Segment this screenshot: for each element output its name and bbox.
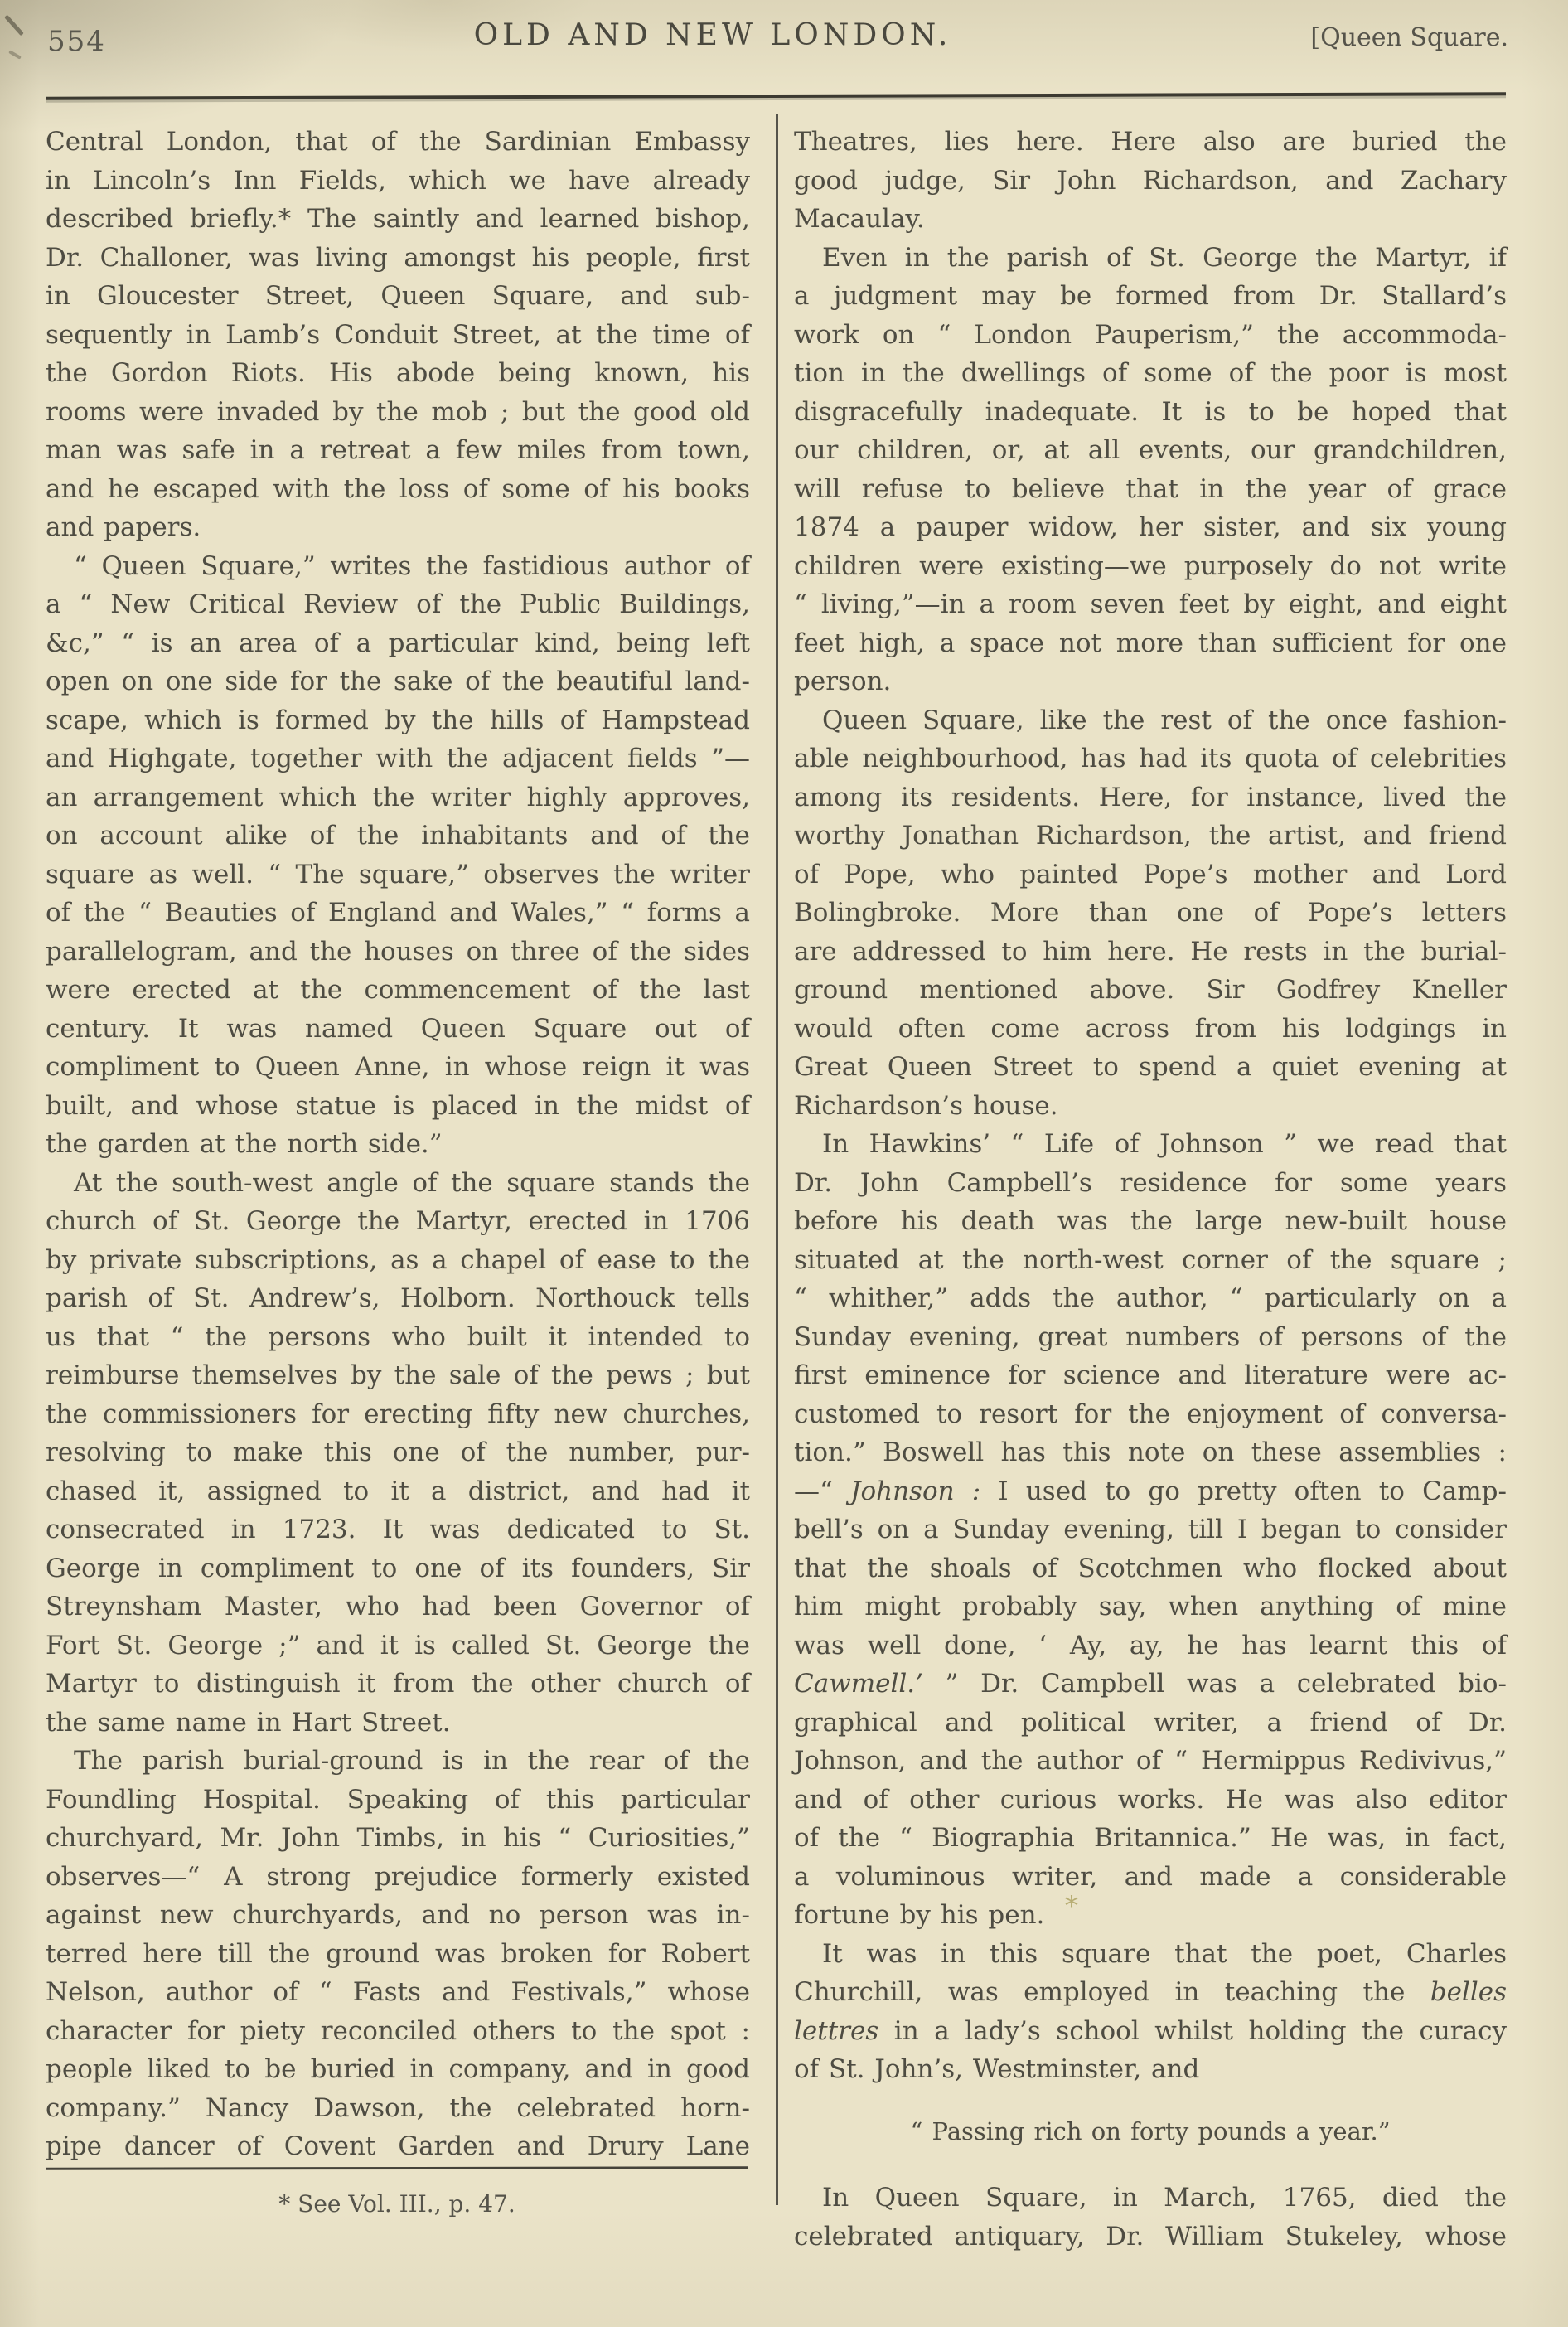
- text-line: built, and whose statue is placed in the midst of: [46, 1090, 750, 1121]
- paragraph: [794, 1125, 1507, 1935]
- text-line: tion.” Boswell has this note on these assemblies :: [794, 1437, 1507, 1467]
- text-line: terred here till the ground was broken for Robert: [46, 1938, 750, 1969]
- running-head: [Queen Square.: [1310, 23, 1508, 52]
- paragraph: [46, 1164, 750, 1743]
- page-number: 554: [47, 25, 106, 58]
- text-line: on account alike of the inhabitants and of the: [46, 821, 750, 851]
- text-line: in Gloucester Street, Queen Square, and sub-: [46, 281, 750, 311]
- text-line: Nelson, author of “ Fasts and Festivals,” whose: [46, 1977, 750, 2007]
- text-line: were erected at the commencement of the last: [46, 975, 750, 1005]
- text-line: Johnson, and the author of “ Hermippus Redivivus,”: [794, 1746, 1507, 1776]
- verse-quote: [794, 2112, 1507, 2151]
- text-line: a “ New Critical Review of the Public Buildings,: [46, 589, 750, 619]
- text-line: among its residents. Here, for instance, lived the: [794, 782, 1507, 812]
- text-line: would often come across from his lodgings in: [794, 1013, 1507, 1044]
- text-line: are addressed to him here. He rests in the burial-: [794, 936, 1507, 967]
- text-line: person.: [794, 667, 892, 696]
- text-line: against new churchyards, and no person was in-: [46, 1900, 750, 1930]
- text-line: In Hawkins’ “ Life of Johnson ” we read that: [822, 1129, 1507, 1159]
- text-line: of the “ Biographia Britannica.” He was, in fact,: [794, 1823, 1507, 1853]
- text-line: able neighbourhood, has had its quota of celebrities: [794, 744, 1507, 773]
- text-line: before his death was the large new-built house: [794, 1206, 1507, 1236]
- text-line: that the shoals of Scotchmen who flocked about: [794, 1553, 1507, 1583]
- text-line: George in compliment to one of its founders, Sir: [46, 1553, 750, 1583]
- text-line: the same name in Hart Street.: [46, 1707, 451, 1738]
- text-line: company.” Nancy Dawson, the celebrated horn-: [46, 2092, 750, 2123]
- text-line: The parish burial-ground is in the rear of the: [74, 1746, 750, 1776]
- text-line: first eminence for science and literature were ac-: [794, 1360, 1507, 1390]
- text-line: ground mentioned above. Sir Godfrey Kneller: [794, 975, 1507, 1005]
- text-line: described briefly.* The saintly and learned bishop,: [46, 204, 750, 234]
- ink-blemish: *: [1065, 1890, 1078, 1922]
- text-line: celebrated antiquary, Dr. William Stukeley, whose: [794, 2221, 1507, 2252]
- paragraph: [794, 239, 1507, 701]
- text-line: and papers.: [46, 512, 201, 542]
- header-rule: [46, 92, 1506, 100]
- paragraph: [794, 123, 1507, 239]
- text-line: It was in this square that the poet, Charles: [822, 1938, 1507, 1969]
- text-line: will refuse to believe that in the year of grace: [794, 473, 1507, 504]
- text-line: Dr. John Campbell’s residence for some years: [794, 1167, 1507, 1198]
- text-line: &c,” “ is an area of a particular kind, being left: [46, 628, 750, 658]
- right-column: [794, 123, 1507, 2256]
- text-line: of St. John’s, Westminster, and: [794, 2054, 1200, 2084]
- column-divider: [776, 114, 778, 2205]
- footnote: * See Vol. III., p. 47.: [278, 2190, 515, 2218]
- paragraph: [794, 1935, 1507, 2089]
- text-line: of the “ Beauties of England and Wales,” “ forms a: [46, 898, 750, 928]
- left-column: [46, 123, 750, 2166]
- text-line: lettres in a lady’s school whilst holding the curacy: [794, 2015, 1507, 2046]
- text-line: —“ Johnson : I used to go pretty often to Camp-: [794, 1476, 1507, 1506]
- text-line: In Queen Square, in March, 1765, died the: [822, 2183, 1507, 2213]
- text-line: churchyard, Mr. John Timbs, in his “ Curiosities,”: [46, 1823, 750, 1853]
- page-corner-mark: [4, 15, 24, 36]
- text-line: a judgment may be formed from Dr. Stallard’s: [794, 281, 1507, 311]
- text-line: Central London, that of the Sardinian Embassy: [46, 127, 750, 157]
- text-line: man was safe in a retreat a few miles from town,: [46, 435, 750, 465]
- text-line: Theatres, lies here. Here also are buried the: [794, 127, 1507, 157]
- text-line: Queen Square, like the rest of the once fashion-: [822, 705, 1507, 735]
- text-line: and of other curious works. He was also editor: [794, 1784, 1507, 1815]
- text-line: the garden at the north side.”: [46, 1129, 443, 1159]
- text-line: in Lincoln’s Inn Fields, which we have already: [46, 165, 750, 196]
- text-line: children were existing—we purposely do not write: [794, 550, 1507, 581]
- text-line: scape, which is formed by the hills of Hampstead: [46, 705, 750, 735]
- text-line: of Pope, who painted Pope’s mother and Lord: [794, 859, 1507, 890]
- text-line: Churchill, was employed in teaching the belles: [794, 1977, 1507, 2007]
- text-line: Martyr to distinguish it from the other church of: [46, 1669, 750, 1699]
- text-line: our children, or, at all events, our grandchildren,: [794, 435, 1507, 465]
- text-line: Bolingbroke. More than one of Pope’s letters: [794, 898, 1507, 928]
- text-line: customed to resort for the enjoyment of conversa-: [794, 1399, 1507, 1429]
- text-line: Even in the parish of St. George the Martyr, if: [822, 242, 1507, 273]
- footnote-rule: [46, 2166, 748, 2169]
- text-line: sequently in Lamb’s Conduit Street, at the time of: [46, 319, 750, 350]
- text-line: Streynsham Master, who had been Governor of: [46, 1592, 750, 1622]
- text-line: reimburse themselves by the sale of the pews ; but: [46, 1360, 750, 1390]
- text-line: church of St. George the Martyr, erected in 1706: [46, 1206, 750, 1236]
- paragraph: [794, 701, 1507, 1126]
- paragraph: [46, 123, 750, 547]
- text-line: resolving to make this one of the number, pur-: [46, 1437, 750, 1467]
- text-line: Fort St. George ;” and it is called St. George the: [46, 1630, 750, 1660]
- text-line: “ Queen Square,” writes the fastidious author of: [74, 550, 750, 581]
- text-line: At the south-west angle of the square stands the: [74, 1167, 750, 1198]
- text-line: character for piety reconciled others to the spot :: [46, 2015, 750, 2046]
- text-line: tion in the dwellings of some of the poor is most: [794, 358, 1507, 388]
- text-line: disgracefully inadequate. It is to be hoped that: [794, 396, 1507, 427]
- text-line: and he escaped with the loss of some of his books: [46, 473, 750, 504]
- text-line: “ Passing rich on forty pounds a year.”: [910, 2116, 1391, 2145]
- text-line: the commissioners for erecting fifty new churches,: [46, 1399, 750, 1429]
- text-line: consecrated in 1723. It was dedicated to St.: [46, 1515, 750, 1544]
- text-line: “ whither,” adds the author, “ particularly on a: [794, 1283, 1507, 1313]
- paragraph: [46, 1742, 750, 2166]
- text-line: parish of St. Andrew’s, Holborn. Northouck tells: [46, 1283, 750, 1313]
- text-line: square as well. “ The square,” observes the writer: [46, 859, 750, 890]
- text-line: us that “ the persons who built it intended to: [46, 1321, 750, 1352]
- text-line: fortune by his pen.: [794, 1900, 1045, 1930]
- page-title: OLD AND NEW LONDON.: [473, 18, 952, 52]
- text-line: him might probably say, when anything of mine: [794, 1592, 1507, 1622]
- text-line: work on “ London Pauperism,” the accommoda-: [794, 319, 1507, 350]
- text-line: Richardson’s house.: [794, 1090, 1058, 1121]
- text-line: good judge, Sir John Richardson, and Zachary: [794, 165, 1507, 196]
- text-line: an arrangement which the writer highly approves,: [46, 782, 750, 812]
- text-line: Dr. Challoner, was living amongst his people, first: [46, 242, 750, 273]
- text-line: a voluminous writer, and made a considerable: [794, 1861, 1507, 1892]
- text-line: feet high, a space not more than sufficient for one: [794, 628, 1507, 658]
- text-line: worthy Jonathan Richardson, the artist, and friend: [794, 821, 1507, 851]
- text-line: observes—“ A strong prejudice formerly existed: [46, 1861, 750, 1892]
- paragraph: [794, 2179, 1507, 2256]
- text-line: rooms were invaded by the mob ; but the good old: [46, 396, 750, 427]
- text-line: Foundling Hospital. Speaking of this particular: [46, 1784, 750, 1815]
- text-line: was well done, ‘ Ay, ay, he has learnt this of: [794, 1630, 1507, 1660]
- text-line: bell’s on a Sunday evening, till I began to consider: [794, 1515, 1507, 1544]
- text-line: compliment to Queen Anne, in whose reign it was: [46, 1052, 750, 1082]
- text-line: situated at the north-west corner of the square ;: [794, 1244, 1507, 1275]
- text-line: pipe dancer of Covent Garden and Drury Lane: [46, 2131, 750, 2161]
- text-line: the Gordon Riots. His abode being known, his: [46, 358, 750, 388]
- text-line: chased it, assigned to it a district, and had it: [46, 1476, 750, 1506]
- text-line: parallelogram, and the houses on three of the sides: [46, 936, 750, 967]
- text-line: graphical and political writer, a friend of Dr.: [794, 1707, 1507, 1738]
- text-line: 1874 a pauper widow, her sister, and six young: [794, 512, 1507, 542]
- text-line: open on one side for the sake of the beautiful land-: [46, 667, 750, 696]
- text-line: people liked to be buried in company, and in good: [46, 2054, 750, 2084]
- paragraph: [46, 547, 750, 1164]
- text-line: Macaulay.: [794, 204, 925, 234]
- page-corner-mark: [8, 50, 22, 59]
- text-line: by private subscriptions, as a chapel of ease to the: [46, 1244, 750, 1275]
- text-line: Cawmell.’ ” Dr. Campbell was a celebrated bio-: [794, 1669, 1507, 1699]
- text-line: “ living,”—in a room seven feet by eight, and eight: [794, 589, 1507, 619]
- text-line: century. It was named Queen Square out of: [46, 1013, 750, 1044]
- text-line: Sunday evening, great numbers of persons of the: [794, 1321, 1507, 1352]
- text-line: and Highgate, together with the adjacent fields ”—: [46, 744, 750, 773]
- text-line: Great Queen Street to spend a quiet evening at: [794, 1052, 1507, 1082]
